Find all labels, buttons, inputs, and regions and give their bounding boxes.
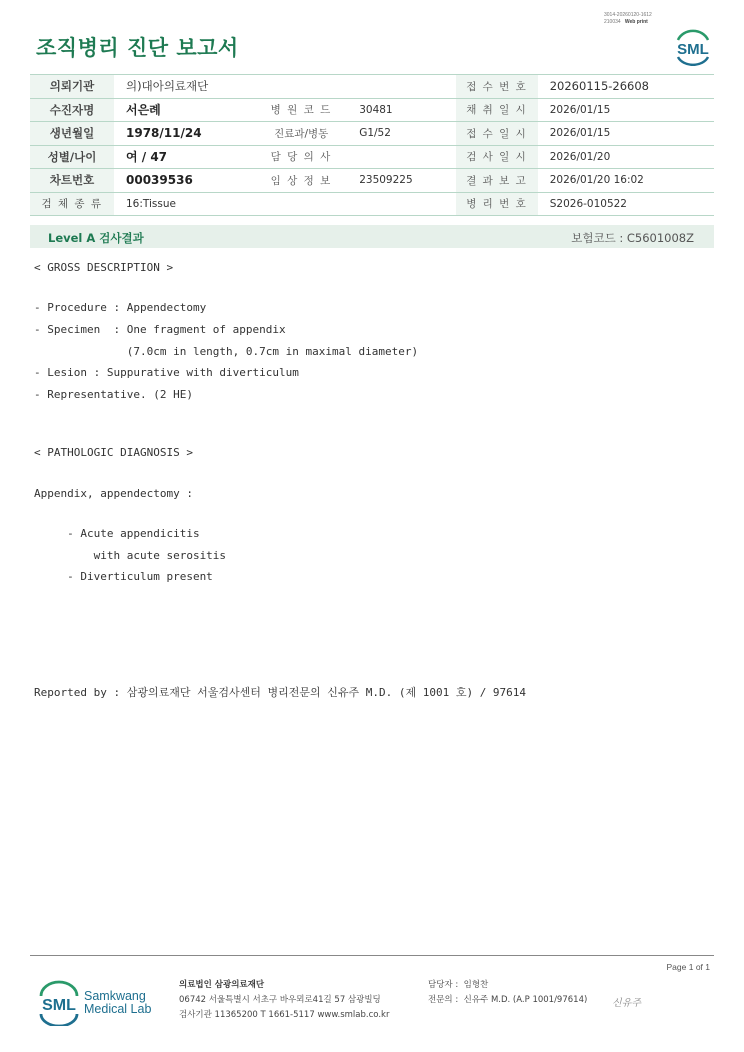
org-name: 의료법인 삼광의료재단 [179, 980, 265, 990]
staff-info [428, 978, 587, 1008]
label-result-report: 결 과 보 고 [456, 169, 538, 193]
footer-logo-text: SML [42, 997, 76, 1014]
label-hospital-code: 병 원 코 드 [255, 98, 347, 122]
label-pathology-number: 병 리 번 호 [456, 192, 538, 216]
insurance-code: 보험코드 : C5601008Z [571, 231, 694, 245]
signature: 신유주 [612, 998, 641, 1009]
brand-name-line1: Samkwang [84, 989, 146, 1003]
value-receipt-date: 2026/01/15 [538, 122, 714, 146]
specialist-row [428, 993, 587, 1008]
diagnosis-line: - Acute appendicitis [34, 527, 200, 540]
footer-divider [30, 955, 714, 956]
specialist-label: 전문의 : [428, 995, 459, 1005]
value-birth-date: 1978/11/24 [114, 122, 255, 146]
value-clinical-info: 23509225 [347, 169, 456, 193]
value-sex-age: 여 / 47 [114, 145, 255, 169]
print-code-line2-wrap [604, 19, 652, 26]
value-pathology-number: S2026-010522 [538, 192, 714, 216]
page-number: Page 1 of 1 [666, 962, 710, 972]
staff-label: 담당자 : [428, 980, 459, 990]
gross-line: (7.0cm in length, 0.7cm in maximal diameter) [34, 345, 419, 358]
label-requesting-institution: 의뢰기관 [30, 75, 114, 99]
diagnosis-line: - Diverticulum present [34, 570, 213, 583]
brand-name-line2: Medical Lab [84, 1002, 152, 1016]
result-level-label: Level A 검사결과 [48, 231, 144, 245]
info-row [30, 145, 714, 169]
print-code [604, 12, 652, 26]
gross-line: - Specimen : One fragment of appendix [34, 323, 286, 336]
pathologic-diagnosis-title: < PATHOLOGIC DIAGNOSIS > [34, 446, 193, 459]
label-receipt-number: 접 수 번 호 [456, 75, 538, 99]
label-test-date: 검 사 일 시 [456, 145, 538, 169]
org-address: 06742 서울특별시 서초구 바우뫼로41길 57 삼광빌딩 [179, 995, 381, 1005]
value-attending-physician [347, 145, 456, 169]
diagnosis-line: with acute serositis [34, 549, 227, 562]
gross-line: - Representative. (2 HE) [34, 388, 193, 401]
info-row [30, 75, 714, 99]
sml-logo-icon [672, 26, 714, 66]
value-receipt-number: 20260115-26608 [538, 75, 714, 99]
print-code-line2: 210034 [604, 19, 621, 25]
info-row [30, 122, 714, 146]
gross-line: - Lesion : Suppurative with diverticulum [34, 366, 299, 379]
staff-name: 임형찬 [463, 980, 489, 990]
result-level-bar [30, 225, 714, 248]
label-birth-date: 생년월일 [30, 122, 114, 146]
value-hospital-code: 30481 [347, 98, 456, 122]
info-row [30, 169, 714, 193]
gross-description-title: < GROSS DESCRIPTION > [34, 261, 174, 274]
value-specimen-type: 16:Tissue [114, 192, 456, 216]
label-patient-name: 수진자명 [30, 98, 114, 122]
value-department-ward: G1/52 [347, 122, 456, 146]
specialist-name: 신유주 M.D. (A.P 1001/97614) [463, 995, 588, 1005]
value-chart-number: 00039536 [114, 169, 255, 193]
print-code-line1: 3014-20260120-1612 [604, 12, 652, 18]
label-sex-age: 성별/나이 [30, 145, 114, 169]
value-patient-name: 서은례 [114, 98, 255, 122]
patient-info-table [30, 74, 714, 216]
reported-by: Reported by : 삼광의료재단 서울검사센터 병리전문의 신유주 M.D. (제 1001 호) / 97614 [34, 686, 527, 699]
sml-logo-text: SML [677, 41, 709, 58]
label-receipt-date: 접 수 일 시 [456, 122, 538, 146]
info-row [30, 192, 714, 216]
value-result-report: 2026/01/20 16:02 [538, 169, 714, 193]
label-specimen-type: 검 체 종 류 [30, 192, 114, 216]
info-row [30, 98, 714, 122]
label-clinical-info: 임 상 정 보 [255, 169, 347, 193]
org-contact: 검사기관 11365200 T 1661-5117 www.smlab.co.kr [179, 1010, 390, 1020]
staff-row [428, 978, 587, 993]
label-collection-date: 채 취 일 시 [456, 98, 538, 122]
page-title: 조직병리 진단 보고서 [36, 36, 239, 60]
org-info [179, 978, 389, 1023]
web-print-label: Web print [624, 19, 648, 25]
label-department-ward: 진료과/병동 [255, 122, 347, 146]
diagnosis-intro: Appendix, appendectomy : [34, 487, 193, 500]
value-test-date: 2026/01/20 [538, 145, 714, 169]
gross-line: - Procedure : Appendectomy [34, 301, 207, 314]
value-requesting-institution: 의)대아의료재단 [114, 75, 456, 99]
label-chart-number: 차트번호 [30, 169, 114, 193]
label-attending-physician: 담 당 의 사 [255, 145, 347, 169]
samkwang-logo-icon [36, 980, 82, 1026]
value-collection-date: 2026/01/15 [538, 98, 714, 122]
